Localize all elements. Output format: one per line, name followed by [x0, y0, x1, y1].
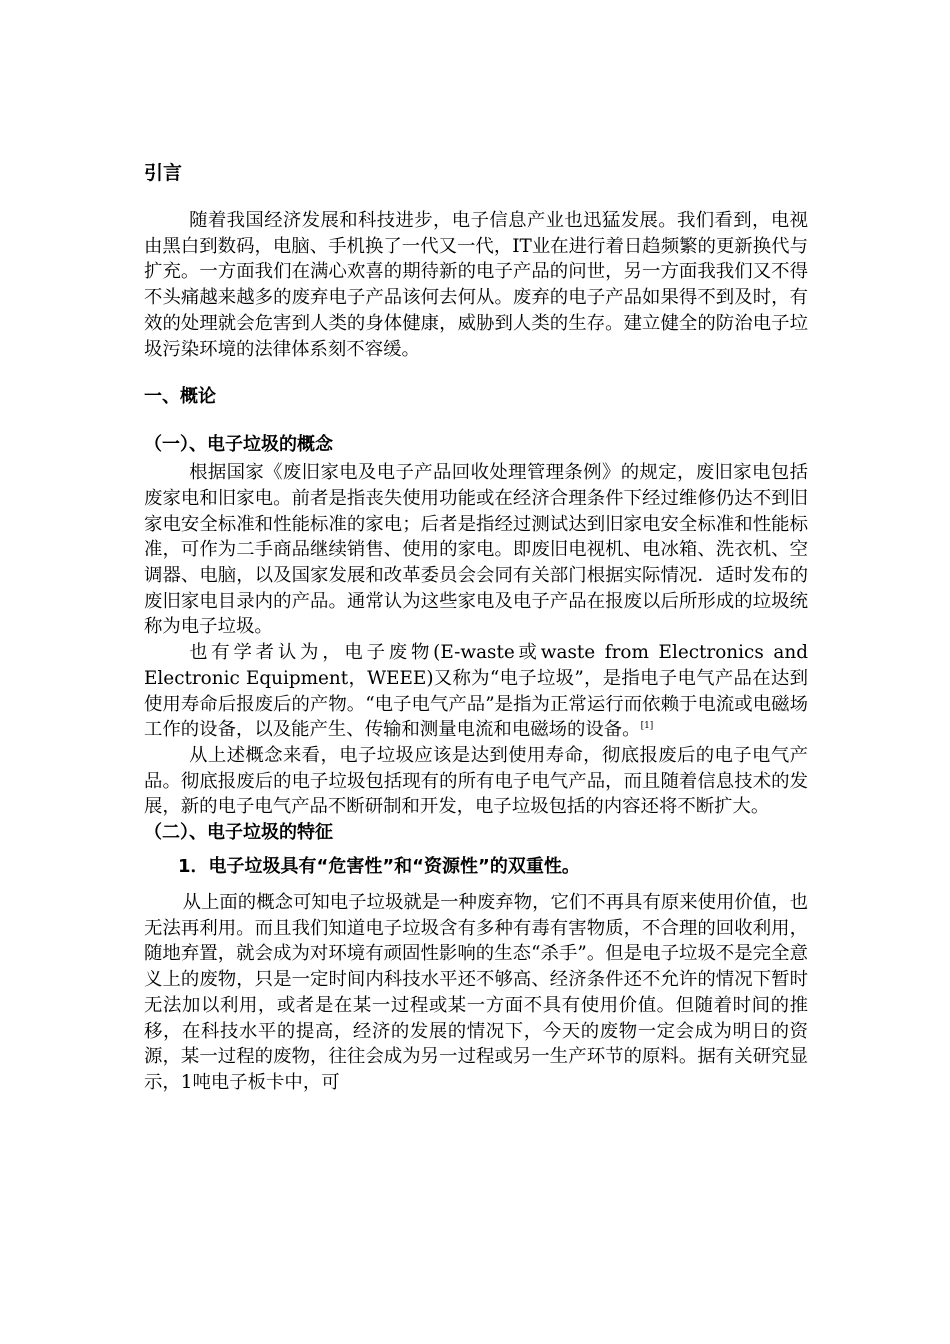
intro-paragraph: 随着我国经济发展和科技进步，电子信息产业也迅猛发展。我们看到，电视由黑白到数码，电脑、手机换了一代又一代，IT业在进行着日趋频繁的更新换代与扩充。一方面我们在满心欢喜的期待新的电子产品的问世，另一方面我我们又不得不头痛越来越多的废弃电子产品该何去何从。废弃的电子产品如果得不到及时，有效的处理就会危害到人类的身体健康，威胁到人类的生存。建立健全的防治电子垃圾污染环境的法律体系刻不容缓。: [144, 210, 808, 360]
concept-paragraph-2: [144, 640, 808, 743]
concept-paragraph-1: 根据国家《废旧家电及电子产品回收处理管理条例》的规定，废旧家电包括废家电和旧家电。前者是指丧失使用功能或在经济合理条件下经过维修仍达不到旧家电安全标准和性能标准的家电；后者是指经过测试达到旧家电安全标准和性能标准，可作为二手商品继续销售、使用的家电。即废旧电视机、电冰箱、洗衣机、空调器、电脑，以及国家发展和改革委员会会同有关部门根据实际情况．适时发布的废旧家电目录内的产品。通常认为这些家电及电子产品在报废以后所形成的垃圾统称为电子垃圾。: [144, 462, 808, 638]
duality-paragraph: 从上面的概念可知电子垃圾就是一种废弃物，它们不再具有原来使用价值，也无法再利用。而且我们知道电子垃圾含有多种有毒有害物质，不合理的回收利用，随地弃置，就会成为对环境有顽固性影响的生态“杀手”。但是电子垃圾不是完全意义上的废物，只是一定时间内科技水平还不够高、经济条件还不允许的情况下暂时无法加以利用，或者是在某一过程或某一方面不具有使用价值。但随着时间的推移，在科技水平的提高，经济的发展的情况下，今天的废物一定会成为明日的资源，某一过程的废物，往往会成为另一过程或另一生产环节的原料。据有关研究显示，1吨电子板卡中，可: [144, 892, 808, 1093]
point-heading-duality: 1．电子垃圾具有“危害性”和“资源性”的双重性。: [178, 856, 580, 878]
subsection-heading-concept: （一）、电子垃圾的概念: [144, 434, 333, 456]
section-heading-overview: 一、概论: [144, 386, 216, 408]
concept-paragraph-3: 从上述概念来看，电子垃圾应该是达到使用寿命，彻底报废后的电子电气产品。彻底报废后的电子垃圾包括现有的所有电子电气产品，而且随着信息技术的发展，新的电子电气产品不断研制和开发，电子垃圾包括的内容还将不断扩大。: [144, 744, 808, 818]
intro-heading: 引言: [144, 162, 183, 184]
subsection-heading-features: （二）、电子垃圾的特征: [144, 822, 333, 844]
document-body: [144, 160, 808, 1096]
footnote-reference[interactable]: [1]: [640, 721, 654, 732]
concept-paragraph-2-text: 也有学者认为，电子废物(E-waste或waste from Electronics and Electronic Equipment，WEEE)又称为“电子垃圾”，是指电子电气产品在达到使用寿命后报废后的产物。“电子电气产品”是指为正常运行而依赖于电流或电磁场工作的设备，以及能产生、传输和测量电流和电磁场的设备。: [144, 642, 808, 741]
